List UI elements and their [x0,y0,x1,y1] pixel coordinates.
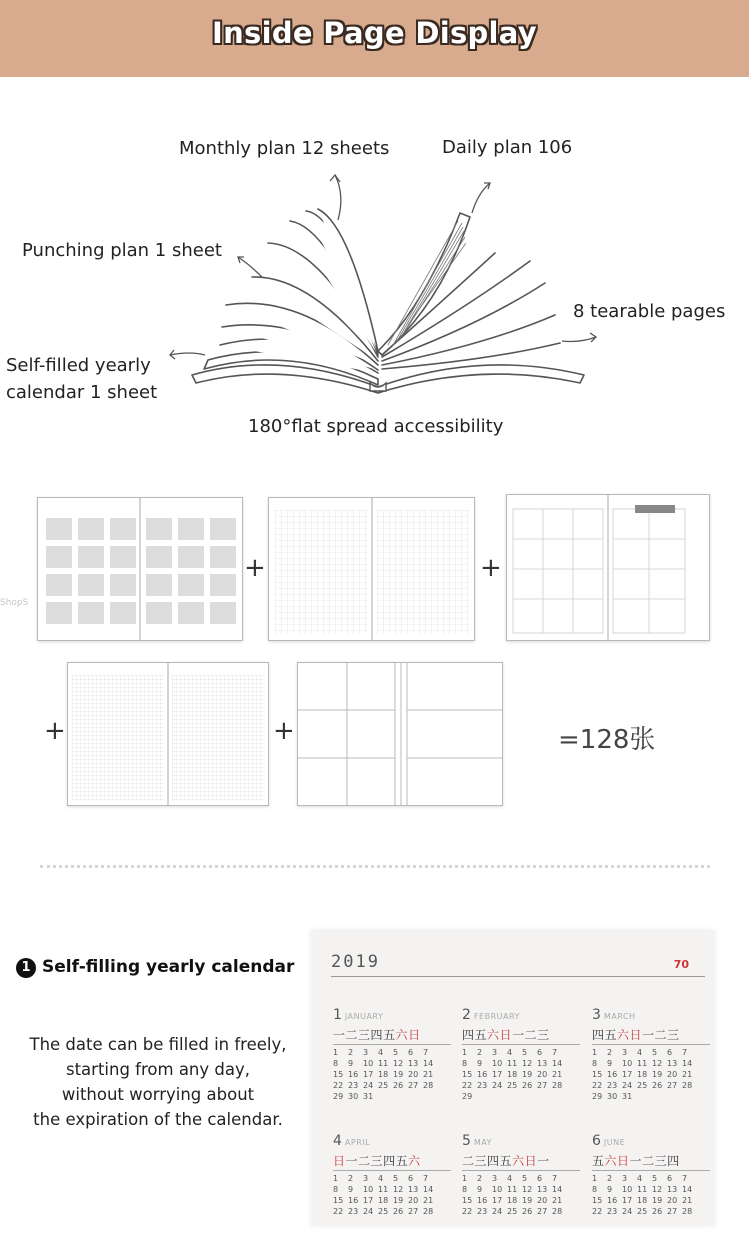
calendar-head-rule [331,976,705,977]
month-name: FEBRUARY [473,1012,520,1021]
day-number: 9 [477,1185,483,1194]
day-number: 11 [637,1185,648,1194]
day-grid [333,1174,451,1216]
feature-title [16,957,294,978]
day-number: 11 [378,1059,389,1068]
weekday-label: 三 [654,1154,668,1168]
day-number: 26 [522,1207,533,1216]
feature-desc-line: starting from any day, [65,1060,250,1079]
day-number: 4 [378,1048,384,1057]
day-number: 2 [348,1174,354,1183]
total-sheets: =128张 [558,725,656,755]
day-number: 10 [622,1185,633,1194]
day-number: 24 [492,1207,503,1216]
day-number: 5 [393,1174,399,1183]
day-number: 14 [423,1185,434,1194]
day-number: 5 [522,1174,528,1183]
weekday-label: 二 [358,1154,371,1168]
label-monthly-plan: Monthly plan 12 sheets [179,138,390,159]
day-number: 6 [537,1048,543,1057]
day-number: 1 [592,1048,598,1057]
weekday-label: 四 [487,1154,500,1168]
day-number: 3 [492,1174,498,1183]
day-number: 2 [607,1048,613,1057]
day-number: 7 [552,1048,558,1057]
day-number: 11 [507,1185,518,1194]
calendar-photo [311,930,715,1226]
day-number: 9 [607,1185,613,1194]
day-number: 16 [477,1070,488,1079]
day-number: 15 [333,1196,344,1205]
weekday-label: 五 [604,1028,618,1042]
weekday-label: 三 [537,1028,550,1042]
day-number: 15 [462,1196,473,1205]
day-number: 1 [462,1174,468,1183]
day-number: 9 [348,1059,354,1068]
weekday-label: 四 [370,1028,384,1042]
day-number: 25 [507,1081,518,1090]
day-number: 2 [477,1174,483,1183]
weekday-row [592,1152,710,1171]
day-number: 21 [682,1070,693,1079]
day-number: 14 [682,1059,693,1068]
day-number: 17 [492,1070,503,1079]
weekday-label: 六 [487,1028,500,1042]
day-number: 19 [393,1196,404,1205]
day-number: 30 [607,1092,618,1101]
weekday-row [592,1026,710,1045]
weekday-label: 四 [383,1154,396,1168]
month-number: 1 [333,1007,342,1023]
month-number: 2 [462,1007,471,1023]
weekday-label: 六 [395,1028,409,1042]
day-number: 20 [667,1196,678,1205]
calendar-month [333,1130,451,1216]
day-number: 6 [667,1048,673,1057]
month-name: MAY [473,1138,493,1147]
weekday-row [462,1026,580,1045]
weekday-label: 四 [667,1154,680,1168]
day-number: 31 [622,1092,633,1101]
weekday-label: 五 [499,1154,513,1168]
day-number: 31 [363,1092,374,1101]
weekday-label: 一 [333,1028,346,1042]
day-number: 10 [492,1185,503,1194]
day-number: 1 [333,1174,339,1183]
feature-title-text: Self-filling yearly calendar [42,957,295,977]
day-number: 8 [462,1185,468,1194]
day-number: 8 [592,1059,598,1068]
day-grid [462,1048,580,1101]
day-number: 10 [363,1059,374,1068]
tearable-pages-sheet [297,662,503,806]
weekday-label: 日 [629,1028,643,1042]
day-number: 4 [637,1174,643,1183]
plus-sign: + [273,716,295,746]
weekday-label: 二 [462,1154,475,1168]
day-number: 10 [622,1059,633,1068]
day-number: 28 [423,1207,434,1216]
day-number: 22 [592,1081,603,1090]
day-number: 17 [492,1196,503,1205]
day-number: 11 [378,1185,389,1194]
day-number: 16 [348,1070,359,1079]
yearly-calendar-sheet [37,497,243,641]
day-number: 28 [682,1081,693,1090]
weekday-label: 日 [408,1028,421,1042]
calendar-month [333,1004,451,1101]
weekday-label: 二 [345,1028,359,1042]
day-number: 12 [522,1185,533,1194]
day-number: 25 [378,1081,389,1090]
weekday-row [333,1026,451,1045]
day-number: 23 [607,1081,618,1090]
day-number: 22 [462,1207,473,1216]
label-yearly-line2: calendar 1 sheet [6,382,158,403]
day-number: 7 [682,1174,688,1183]
yearly-calendar-sheet-art [38,498,242,640]
day-number: 18 [378,1070,389,1079]
day-number: 9 [348,1185,354,1194]
day-number: 1 [462,1048,468,1057]
day-number: 2 [348,1048,354,1057]
feature-desc-line: the expiration of the calendar. [33,1110,283,1129]
day-number: 12 [652,1185,663,1194]
weekday-label: 三 [358,1028,371,1042]
day-number: 15 [592,1070,603,1079]
monthly-plan-sheet-art [269,498,474,640]
weekday-row [462,1152,580,1171]
day-number: 4 [637,1048,643,1057]
day-number: 26 [393,1081,404,1090]
day-number: 10 [363,1185,374,1194]
day-number: 23 [477,1081,488,1090]
day-number: 24 [363,1081,374,1090]
weekday-label: 二 [654,1028,668,1042]
day-number: 14 [682,1185,693,1194]
day-number: 27 [537,1081,548,1090]
day-number: 13 [408,1185,419,1194]
day-number: 19 [652,1196,663,1205]
day-number: 15 [592,1196,603,1205]
feature-desc-line: without worrying about [61,1085,255,1104]
day-number: 29 [462,1092,473,1101]
day-number: 7 [423,1174,429,1183]
day-number: 19 [652,1070,663,1079]
weekday-label: 六 [408,1154,421,1168]
day-number: 27 [408,1207,419,1216]
day-number: 3 [622,1174,628,1183]
weekday-label: 六 [617,1028,630,1042]
day-number: 22 [333,1207,344,1216]
calendar-month [462,1004,580,1101]
day-number: 23 [477,1207,488,1216]
day-number: 22 [462,1081,473,1090]
day-number: 7 [552,1174,558,1183]
day-number: 25 [507,1207,518,1216]
day-number: 26 [652,1081,663,1090]
label-daily-plan: Daily plan 106 [442,137,573,158]
day-number: 21 [552,1196,563,1205]
day-number: 18 [507,1070,518,1079]
label-tearable-pages: 8 tearable pages [573,301,726,322]
weekday-label: 五 [383,1028,396,1042]
day-grid [462,1174,580,1216]
day-number: 10 [492,1059,503,1068]
daily-plan-sheet [506,494,710,641]
day-number: 27 [408,1081,419,1090]
day-number: 5 [652,1048,658,1057]
day-number: 26 [393,1207,404,1216]
day-number: 15 [333,1070,344,1079]
day-grid [592,1048,710,1101]
calendar-month [462,1130,580,1216]
weekday-label: 一 [512,1028,525,1042]
day-number: 24 [622,1207,633,1216]
month-number: 6 [592,1133,601,1149]
weekday-label: 四 [592,1028,605,1042]
day-number: 6 [408,1174,414,1183]
day-number: 23 [607,1207,618,1216]
day-number: 5 [652,1174,658,1183]
weekday-label: 六 [604,1154,618,1168]
day-grid [592,1174,710,1216]
day-number: 18 [507,1196,518,1205]
day-number: 3 [363,1048,369,1057]
monthly-plan-sheet [268,497,475,641]
day-number: 3 [492,1048,498,1057]
day-number: 18 [378,1196,389,1205]
day-grid [333,1048,451,1101]
day-number: 20 [408,1070,419,1079]
day-number: 14 [552,1059,563,1068]
day-number: 1 [333,1048,339,1057]
day-number: 21 [682,1196,693,1205]
day-number: 5 [393,1048,399,1057]
weekday-label: 日 [333,1154,346,1168]
day-number: 5 [522,1048,528,1057]
day-number: 14 [552,1185,563,1194]
day-number: 24 [492,1081,503,1090]
day-number: 13 [537,1059,548,1068]
label-punching-plan: Punching plan 1 sheet [22,240,222,261]
day-number: 25 [378,1207,389,1216]
day-number: 12 [393,1059,404,1068]
day-number: 13 [408,1059,419,1068]
day-number: 13 [667,1059,678,1068]
day-number: 21 [552,1070,563,1079]
day-number: 11 [637,1059,648,1068]
day-number: 11 [507,1059,518,1068]
day-number: 9 [607,1059,613,1068]
day-number: 12 [652,1059,663,1068]
day-number: 23 [348,1207,359,1216]
day-number: 7 [682,1048,688,1057]
feature-description [10,1032,306,1132]
weekday-label: 一 [642,1028,655,1042]
open-book-illustration [160,165,600,405]
weekday-label: 二 [524,1028,538,1042]
day-number: 28 [423,1081,434,1090]
day-number: 28 [552,1081,563,1090]
label-yearly-calendar [6,352,157,406]
header-banner [0,0,749,77]
weekday-label: 日 [617,1154,630,1168]
day-number: 18 [637,1196,648,1205]
weekday-label: 五 [474,1028,488,1042]
month-name: APRIL [344,1138,371,1147]
page-title: Inside Page Display [212,16,537,50]
weekday-label: 三 [370,1154,384,1168]
month-name: JUNE [603,1138,626,1147]
weekday-label: 四 [462,1028,475,1042]
calendar-month [592,1004,710,1101]
day-number: 12 [522,1059,533,1068]
month-number: 4 [333,1133,342,1149]
day-number: 1 [592,1174,598,1183]
weekday-row [333,1152,451,1171]
day-number: 22 [592,1207,603,1216]
day-number: 14 [423,1059,434,1068]
day-number: 18 [637,1070,648,1079]
day-number: 6 [667,1174,673,1183]
month-number: 5 [462,1133,471,1149]
day-number: 24 [622,1081,633,1090]
feature-desc-line: The date can be filled in freely, [29,1035,287,1054]
weekday-label: 五 [592,1154,605,1168]
day-number: 29 [592,1092,603,1101]
day-number: 27 [537,1207,548,1216]
day-number: 25 [637,1207,648,1216]
label-flat-spread: 180°flat spread accessibility [248,416,504,437]
day-number: 28 [682,1207,693,1216]
day-number: 30 [348,1092,359,1101]
day-number: 4 [378,1174,384,1183]
day-number: 17 [622,1196,633,1205]
day-number: 17 [622,1070,633,1079]
tearable-pages-sheet-art [298,663,502,805]
day-number: 27 [667,1081,678,1090]
daily-plan-sheet-art [507,495,709,640]
day-number: 29 [333,1092,344,1101]
numbered-bullet: 1 [16,958,36,978]
day-number: 13 [537,1185,548,1194]
plus-sign: + [44,716,66,746]
weekday-label: 五 [395,1154,409,1168]
day-number: 16 [348,1196,359,1205]
day-number: 22 [333,1081,344,1090]
month-name: JANUARY [344,1012,384,1021]
weekday-label: 一 [345,1154,359,1168]
grid-plan-sheet [67,662,269,806]
month-name: MARCH [603,1012,636,1021]
weekday-label: 三 [667,1028,680,1042]
day-number: 19 [393,1070,404,1079]
day-number: 19 [522,1070,533,1079]
plus-sign: + [480,553,502,583]
calendar-year: 2019 [331,952,380,972]
day-number: 25 [637,1081,648,1090]
day-number: 28 [552,1207,563,1216]
day-number: 26 [522,1081,533,1090]
watermark: ShopS [0,598,29,608]
day-number: 8 [333,1059,339,1068]
weekday-label: 一 [537,1154,550,1168]
day-number: 6 [537,1174,543,1183]
day-number: 8 [333,1185,339,1194]
day-number: 2 [477,1048,483,1057]
day-number: 20 [537,1070,548,1079]
day-number: 27 [667,1207,678,1216]
day-number: 15 [462,1070,473,1079]
day-number: 21 [423,1070,434,1079]
day-number: 16 [607,1070,618,1079]
day-number: 8 [462,1059,468,1068]
weekday-label: 一 [629,1154,643,1168]
day-number: 2 [607,1174,613,1183]
day-number: 6 [408,1048,414,1057]
day-number: 16 [607,1196,618,1205]
day-number: 7 [423,1048,429,1057]
divider [40,865,710,868]
day-number: 4 [507,1174,513,1183]
day-number: 12 [393,1185,404,1194]
day-number: 20 [667,1070,678,1079]
weekday-label: 三 [474,1154,488,1168]
day-number: 23 [348,1081,359,1090]
day-number: 20 [408,1196,419,1205]
day-number: 16 [477,1196,488,1205]
day-number: 19 [522,1196,533,1205]
day-number: 4 [507,1048,513,1057]
day-number: 3 [363,1174,369,1183]
day-number: 24 [363,1207,374,1216]
calendar-head-number: 70 [673,958,689,971]
grid-plan-sheet-art [68,663,268,805]
month-number: 3 [592,1007,601,1023]
weekday-label: 日 [524,1154,538,1168]
plus-sign: + [244,553,266,583]
day-number: 17 [363,1196,374,1205]
day-number: 26 [652,1207,663,1216]
day-number: 13 [667,1185,678,1194]
weekday-label: 日 [499,1028,513,1042]
day-number: 9 [477,1059,483,1068]
day-number: 17 [363,1070,374,1079]
weekday-label: 二 [642,1154,655,1168]
day-number: 21 [423,1196,434,1205]
day-number: 20 [537,1196,548,1205]
calendar-month [592,1130,710,1216]
day-number: 8 [592,1185,598,1194]
day-number: 3 [622,1048,628,1057]
weekday-label: 六 [512,1154,525,1168]
label-yearly-line1: Self-filled yearly [6,355,151,376]
